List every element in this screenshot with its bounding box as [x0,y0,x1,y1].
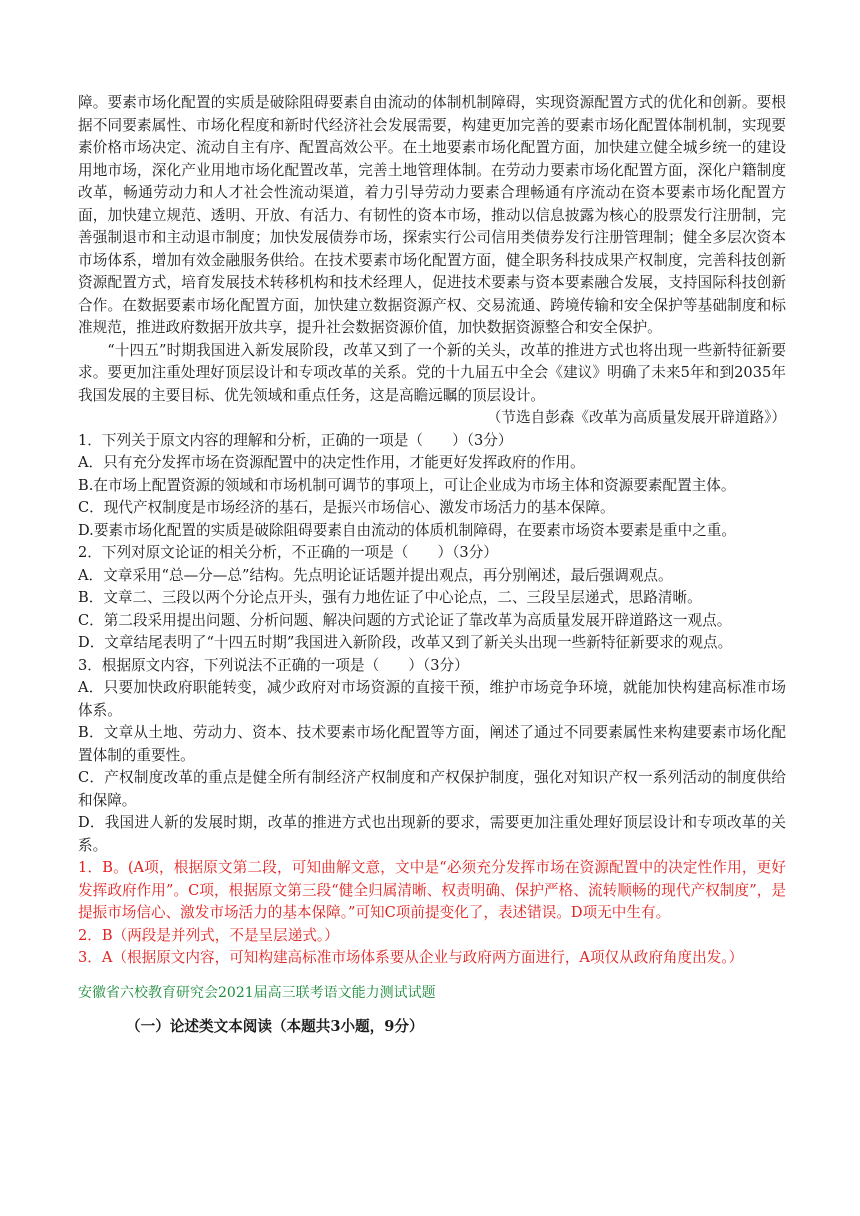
option-a: A．文章采用“总—分—总”结构。先点明论证话题并提出观点，再分别阐述，最后强调观点。 [78,566,673,584]
passage-paragraph-1: 障。要素市场化配置的实质是破除阻碍要素自由流动的体制机制障碍，实现资源配置方式的优化和创新。要根据不同要素属性、市场化程度和新时代经济社会发展需要，构建更加完善的要素市场化配置体制机制，实现要素价格市场决定、流动自主有序、配置高效公平。在土地要素市场化配置方面，加快建立健全城乡统一的建设用地市场，深化产业用地市场化配置改革，完善土地管理体制。在劳动力要素市场化配置方面，深化户籍制度改革，畅通劳动力和人才社会性流动渠道，着力引导劳动力要素合理畅通有序流动在资本要素市场化配置方面，加快建立规范、透明、开放、有活力、有韧性的资本市场，推动以信息披露为核心的股票发行注册制，完善强制退市和主动退市制度；加快发展债券市场，探索实行公司信用类债券发行注册管理制；健全多层次资本市场体系，增加有效金融服务供给。在技术要素市场化配置方面，健全职务科技成果产权制度，完善科技创新资源配置方式，培育发展技术转移机构和技术经理人，促进技术要素与资本要素融合发展，支持国际科技创新合作。在数据要素市场化配置方面，加快建立数据资源产权、交易流通、跨境传输和安全保护等基础制度和标准规范，推进政府数据开放共享，提升社会数据资源价值，加快数据资源整合和安全保护。 [78,94,786,336]
passage-source: （节选自彭森《改革为高质量发展开辟道路》） [486,409,786,426]
question-stem: 1．下列关于原文内容的理解和分析，正确的一项是（ ）（3分） [78,431,513,449]
passage-paragraph-2: “十四五”时期我国进入新发展阶段，改革又到了一个新的关头，改革的推进方式也将出现一些新特征新要求。要更加注重处理好顶层设计和专项改革的关系。党的十九届五中全会《建议》明确了未来5年和到2035年我国发展的主要目标、优先领域和重点任务，这是高瞻远瞩的顶层设计。 [78,341,786,404]
option-b: B.在市场上配置资源的领域和市场机制可调节的事项上，可让企业成为市场主体和资源要素配置主体。 [78,476,736,494]
option-c: C．现代产权制度是市场经济的基石，是振兴市场信心、激发市场活力的基本保障。 [78,499,615,516]
answer-1: 1．B。(A项，根据原文第二段，可知曲解文意，文中是“必须充分发挥市场在资源配置中的决定性作用，更好发挥政府作用”。C项，根据原文第三段“健全归属清晰、权责明确、保护严格、流转顺畅的现代产权制度”，是提振市场信心、激发市场活力的基本保障。”可知C项前提变化了，表述错误。D项无中生有。 [78,859,786,921]
question-2 [78,542,786,655]
question-1 [78,430,786,543]
option-d: D.要素市场化配置的实质是破除阻碍要素自由流动的体质机制障碍，在要素市场资本要素是重中之重。 [78,521,736,539]
option-b: B．文章二、三段以两个分论点开头，强有力地佐证了中心论点，二、三段呈层递式，思路清晰。 [78,589,702,606]
option-d: D．我国进人新的发展时期，改革的推进方式也出现新的要求，需要更加注重处理好顶层设计和专项改革的关系。 [78,814,786,854]
document-page [78,92,786,1039]
exam-title: 安徽省六校教育研究会2021届高三联考语文能力测试试题 [78,984,436,1001]
answer-3: 3．A（根据原文内容，可知构建高标准市场体系要从企业与政府两方面进行，A项仅从政府角度出发。） [78,949,744,966]
answer-key [78,857,786,970]
answer-2: 2．B（两段是并列式，不是呈层递式。） [78,926,339,944]
question-stem: 3．根据原文内容，下列说法不正确的一项是（ ）（3分） [78,656,469,674]
option-d: D．文章结尾表明了“十四五时期”我国进入新阶段，改革又到了新关头出现一些新特征新要求的观点。 [78,634,733,651]
question-3 [78,655,786,858]
question-stem: 2．下列对原文论证的相关分析，不正确的一项是（ ）（3分） [78,544,498,561]
option-b: B．文章从土地、劳动力、资本、技术要素市场化配置等方面，阐述了通过不同要素属性来构建要素市场化配置体制的重要性。 [78,724,786,764]
option-a: A．只有充分发挥市场在资源配置中的决定性作用，才能更好发挥政府的作用。 [78,454,585,471]
option-c: C．第二段采用提出问题、分析问题、解决问题的方式论证了靠改革为高质量发展开辟道路这一观点。 [78,611,732,629]
option-a: A．只要加快政府职能转变，减少政府对市场资源的直接干预，维护市场竞争环境，就能加快构建高标准市场体系。 [78,679,786,719]
section-heading: （一）论述类文本阅读（本题共3小题，9分） [126,1018,424,1035]
option-c: C．产权制度改革的重点是健全所有制经济产权制度和产权保护制度，强化对知识产权一系列活动的制度供给和保障。 [78,769,786,809]
